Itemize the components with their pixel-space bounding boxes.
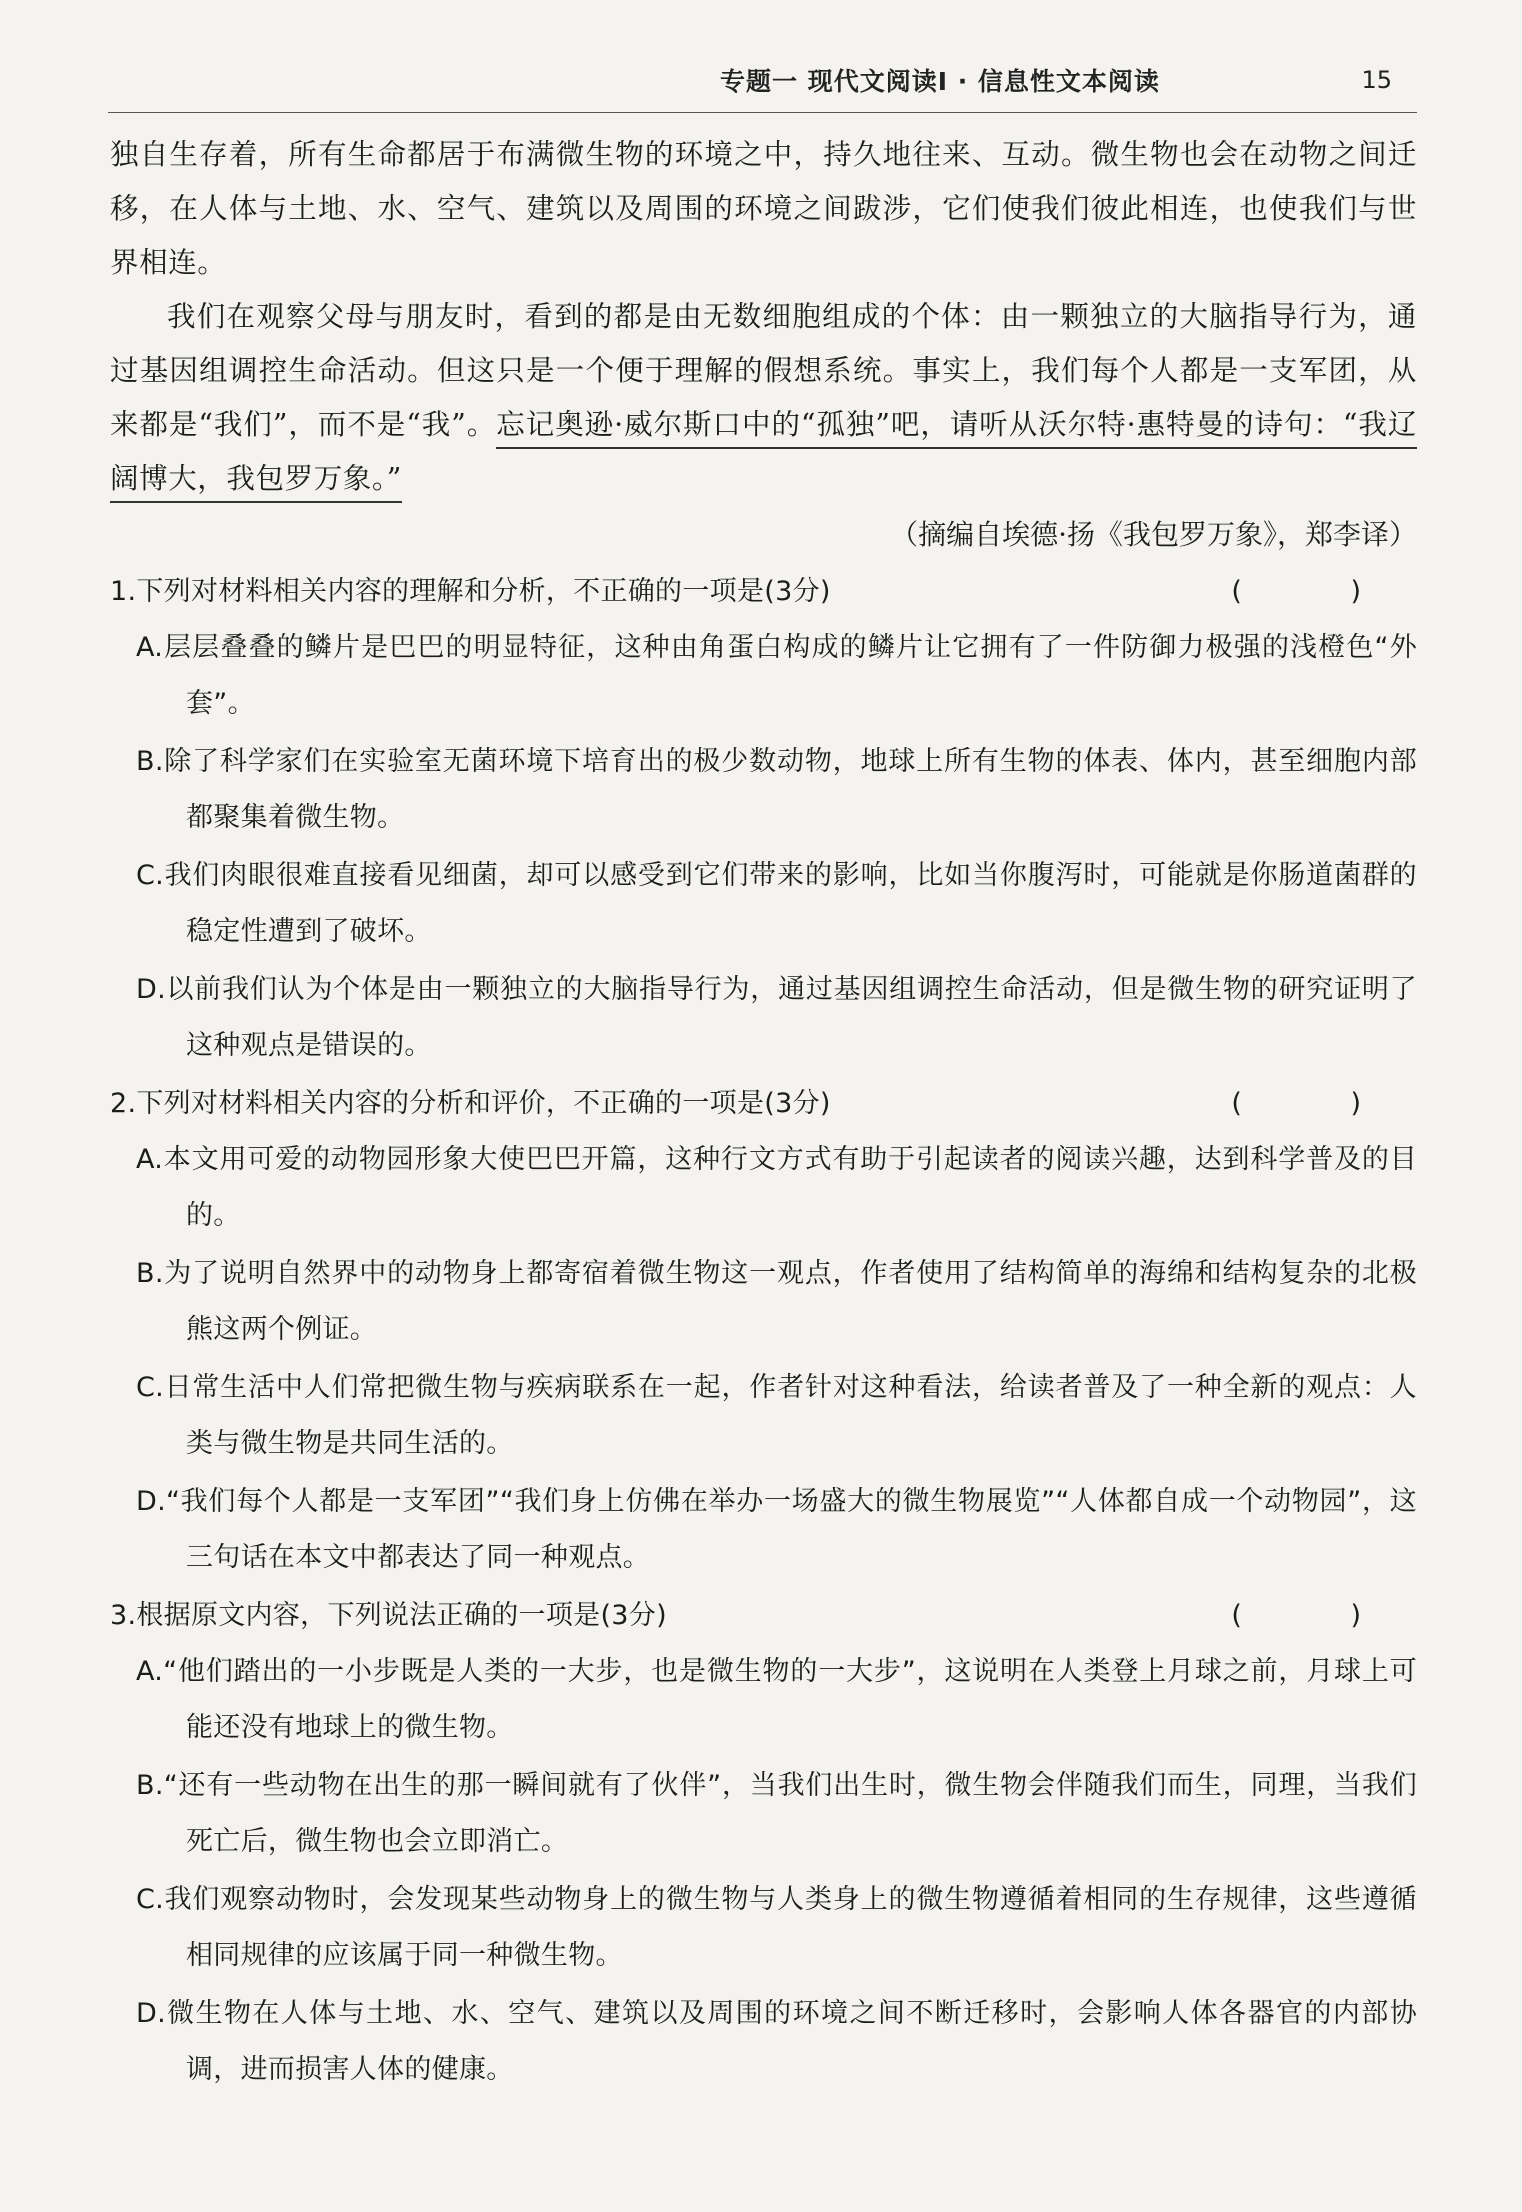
option-3d: D.微生物在人体与土地、水、空气、建筑以及周围的环境之间不断迁移时，会影响人体各器官的内部协调，进而损害人体的健康。 [136,1998,1417,2085]
question-3 [110,1588,1417,2098]
option-1b: B.除了科学家们在实验室无菌环境下培育出的极少数动物，地球上所有生物的体表、体内，甚至细胞内部都聚集着微生物。 [136,746,1417,833]
source-citation: （摘编自埃德·扬《我包罗万象》，郑李译） [890,518,1417,551]
answer-blank: ( ) [1231,576,1411,607]
answer-blank: ( ) [1231,1600,1411,1631]
question-2-stem: 2.下列对材料相关内容的分析和评价，不正确的一项是(3分) [110,1088,831,1119]
question-3-stem: 3.根据原文内容，下列说法正确的一项是(3分) [110,1600,667,1631]
underlined-sentence: 忘记奥逊·威尔斯口中的“孤独”吧，请听从沃尔特·惠特曼的诗句：“我辽阔博大，我包罗万象。” [110,408,1417,503]
passage-paragraph-2-text: 我们在观察父母与朋友时，看到的都是由无数细胞组成的个体：由一颗独立的大脑指导行为，通过基因组调控生命活动。但这只是一个便于理解的假想系统。事实上，我们每个人都是一支军团，从来都是“我们”，而不是“我”。 [110,300,1417,441]
option-3c: C.我们观察动物时，会发现某些动物身上的微生物与人类身上的微生物遵循着相同的生存规律，这些遵循相同规律的应该属于同一种微生物。 [136,1884,1417,1971]
passage-paragraph-2 [110,290,1417,506]
answer-blank: ( ) [1231,1088,1411,1119]
option-1c: C.我们肉眼很难直接看见细菌，却可以感受到它们带来的影响，比如当你腹泻时，可能就是你肠道菌群的稳定性遭到了破坏。 [136,860,1417,947]
option-2c: C.日常生活中人们常把微生物与疾病联系在一起，作者针对这种看法，给读者普及了一种全新的观点：人类与微生物是共同生活的。 [136,1372,1417,1459]
option-2a: A.本文用可爱的动物园形象大使巴巴开篇，这种行文方式有助于引起读者的阅读兴趣，达到科学普及的目的。 [136,1144,1417,1231]
option-1a: A.层层叠叠的鳞片是巴巴的明显特征，这种由角蛋白构成的鳞片让它拥有了一件防御力极强的浅橙色“外套”。 [136,632,1417,719]
page-header [720,56,1392,104]
option-2d: D.“我们每个人都是一支军团”“我们身上仿佛在举办一场盛大的微生物展览”“人体都自成一个动物园”，这三句话在本文中都表达了同一种观点。 [136,1486,1417,1573]
option-2b: B.为了说明自然界中的动物身上都寄宿着微生物这一观点，作者使用了结构简单的海绵和结构复杂的北极熊这两个例证。 [136,1258,1417,1345]
option-3b: B.“还有一些动物在出生的那一瞬间就有了伙伴”，当我们出生时，微生物会伴随我们而生，同理，当我们死亡后，微生物也会立即消亡。 [136,1770,1417,1857]
option-3a: A.“他们踏出的一小步既是人类的一大步，也是微生物的一大步”，这说明在人类登上月球之前，月球上可能还没有地球上的微生物。 [136,1656,1417,1743]
question-1-stem: 1.下列对材料相关内容的理解和分析，不正确的一项是(3分) [110,576,831,607]
question-stem [110,1076,1417,1132]
question-stem [110,1588,1417,1644]
page-content [110,128,1417,2098]
option-1d: D.以前我们认为个体是由一颗独立的大脑指导行为，通过基因组调控生命活动，但是微生物的研究证明了这种观点是错误的。 [136,974,1417,1061]
header-divider [108,112,1417,113]
question-1 [110,564,1417,1074]
header-title: 专题一 现代文阅读Ⅰ · 信息性文本阅读 [720,67,1160,96]
page-number: 15 [1361,66,1392,94]
question-stem [110,564,1417,620]
question-2 [110,1076,1417,1586]
passage-paragraph-1: 独自生存着，所有生命都居于布满微生物的环境之中，持久地往来、互动。微生物也会在动物之间迁移，在人体与土地、水、空气、建筑以及周围的环境之间跋涉，它们使我们彼此相连，也使我们与世界相连。 [110,138,1417,279]
